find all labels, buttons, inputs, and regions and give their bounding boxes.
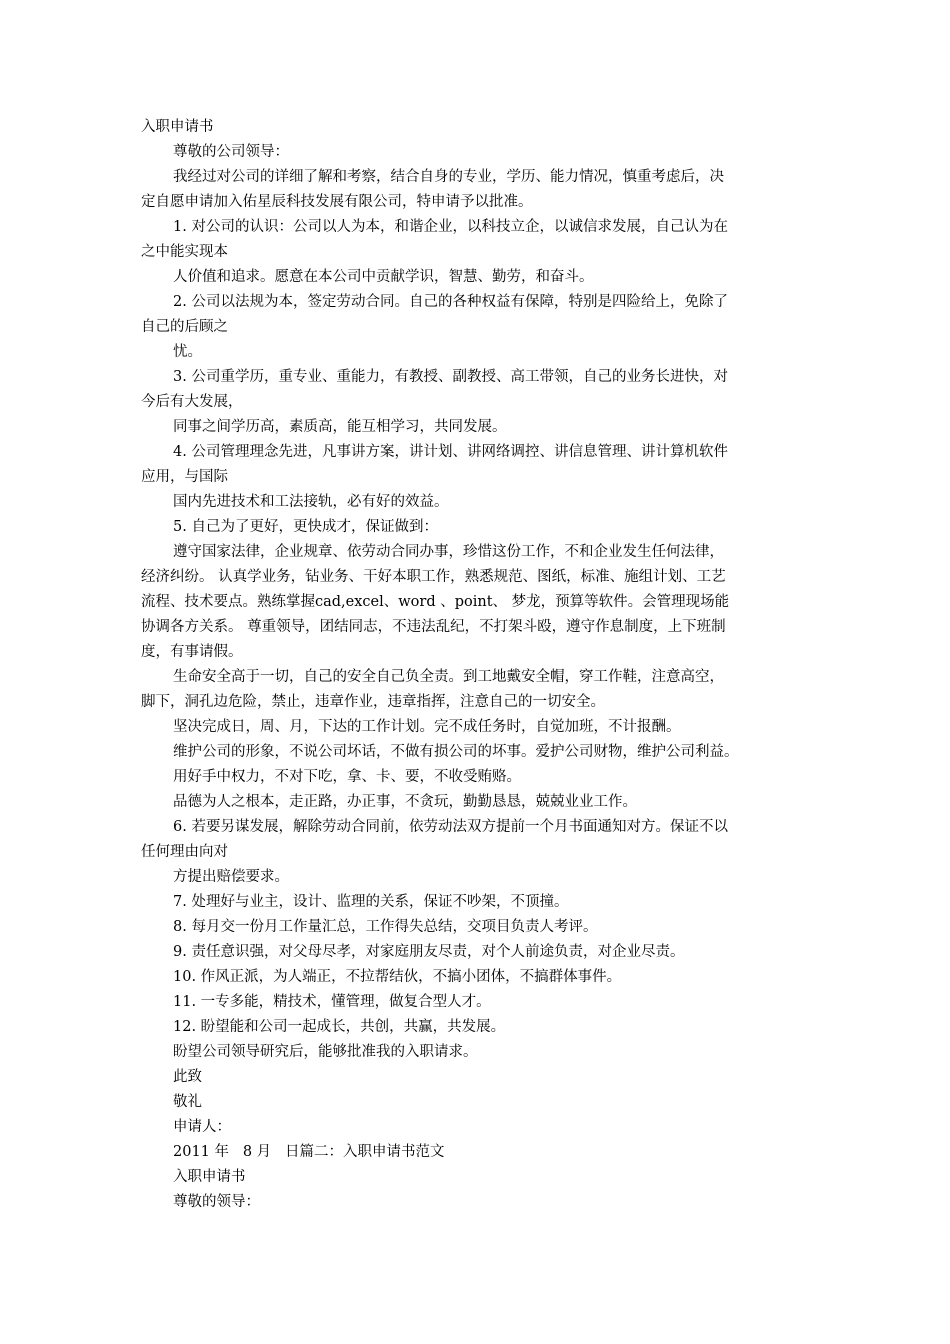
text-line: 应用，与国际: [141, 469, 228, 485]
text-line: 尊敬的领导：: [173, 1194, 260, 1210]
text-line: 11. 一专多能，精技术，懂管理，做复合型人才。: [173, 994, 491, 1010]
text-line: 入职申请书: [141, 119, 214, 135]
text-line: 我经过对公司的详细了解和考察，结合自身的专业，学历、能力情况，慎重考虑后，决: [173, 169, 724, 185]
text-line: 1. 对公司的认识：公司以人为本，和谐企业，以科技立企，以诚信求发展，自己认为在: [173, 219, 728, 235]
text-line: 尊敬的公司领导：: [173, 144, 289, 160]
text-line: 坚决完成日，周、月，下达的工作计划。完不成任务时，自觉加班，不计报酬。: [173, 719, 681, 735]
text-line: 人价值和追求。愿意在本公司中贡献学识，智慧、勤劳，和奋斗。: [173, 269, 594, 285]
text-line: 入职申请书: [173, 1169, 246, 1185]
text-line: 任何理由向对: [141, 844, 228, 860]
text-line: 之中能实现本: [141, 244, 228, 260]
text-line: 遵守国家法律，企业规章、依劳动合同办事，珍惜这份工作，不和企业发生任何法律，: [173, 544, 724, 560]
text-line: 2. 公司以法规为本，签定劳动合同。自己的各种权益有保障，特别是四险给上，免除了: [173, 294, 728, 310]
text-line: 品德为人之根本，走正路，办正事，不贪玩，勤勤恳恳，兢兢业业工作。: [173, 794, 637, 810]
text-line: 敬礼: [173, 1094, 202, 1110]
text-line: 10. 作风正派，为人端正，不拉帮结伙，不搞小团体，不搞群体事件。: [173, 969, 622, 985]
text-line: 6. 若要另谋发展，解除劳动合同前，依劳动法双方提前一个月书面通知对方。保证不以: [173, 819, 728, 835]
text-line: 5. 自己为了更好，更快成才，保证做到：: [173, 519, 438, 535]
text-line: 定自愿申请加入佑星辰科技发展有限公司，特申请予以批准。: [141, 194, 533, 210]
text-line: 8. 每月交一份月工作量汇总，工作得失总结，交项目负责人考评。: [173, 919, 598, 935]
text-line: 今后有大发展，: [141, 394, 243, 410]
text-line: 方提出赔偿要求。: [173, 869, 289, 885]
document-body: [141, 115, 813, 1215]
text-line: 7. 处理好与业主，设计、监理的关系，保证不吵架，不顶撞。: [173, 894, 569, 910]
text-line: 经济纠纷。 认真学业务，钻业务、干好本职工作，熟悉规范、图纸，标准、施组计划、工艺: [141, 569, 726, 585]
text-line: 用好手中权力，不对下吃，拿、卡、要，不收受贿赂。: [173, 769, 521, 785]
text-line: 12. 盼望能和公司一起成长，共创，共赢，共发展。: [173, 1019, 506, 1035]
text-line: 2011 年 8 月 日篇二：入职申请书范文: [173, 1144, 445, 1160]
text-line: 流程、技术要点。熟练掌握cad,excel、word 、point、 梦龙，预算等软件。会管理现场能: [141, 594, 730, 610]
text-line: 4. 公司管理理念先进，凡事讲方案，讲计划、讲网络调控、讲信息管理、讲计算机软件: [173, 444, 728, 460]
text-line: 此致: [173, 1069, 202, 1085]
text-line: 维护公司的形象，不说公司坏话，不做有损公司的坏事。爱护公司财物，维护公司利益。: [173, 744, 739, 760]
text-line: 国内先进技术和工法接轨，必有好的效益。: [173, 494, 449, 510]
text-line: 度，有事请假。: [141, 644, 243, 660]
text-line: 3. 公司重学历，重专业、重能力，有教授、副教授、高工带领，自己的业务长进快，对: [173, 369, 728, 385]
text-line: 盼望公司领导研究后，能够批准我的入职请求。: [173, 1044, 478, 1060]
text-line: 申请人：: [173, 1119, 231, 1135]
text-line: 自己的后顾之: [141, 319, 228, 335]
text-line: 生命安全高于一切，自己的安全自己负全责。到工地戴安全帽，穿工作鞋，注意高空，: [173, 669, 724, 685]
text-line: 同事之间学历高，素质高，能互相学习，共同发展。: [173, 419, 507, 435]
text-line: 协调各方关系。 尊重领导，团结同志，不违法乱纪，不打架斗殴，遵守作息制度，上下班制: [141, 619, 726, 635]
text-line: 忧。: [173, 344, 202, 360]
text-line: 脚下，洞孔边危险，禁止，违章作业，违章指挥，注意自己的一切安全。: [141, 694, 605, 710]
text-line: 9. 责任意识强，对父母尽孝，对家庭朋友尽责，对个人前途负责，对企业尽责。: [173, 944, 685, 960]
